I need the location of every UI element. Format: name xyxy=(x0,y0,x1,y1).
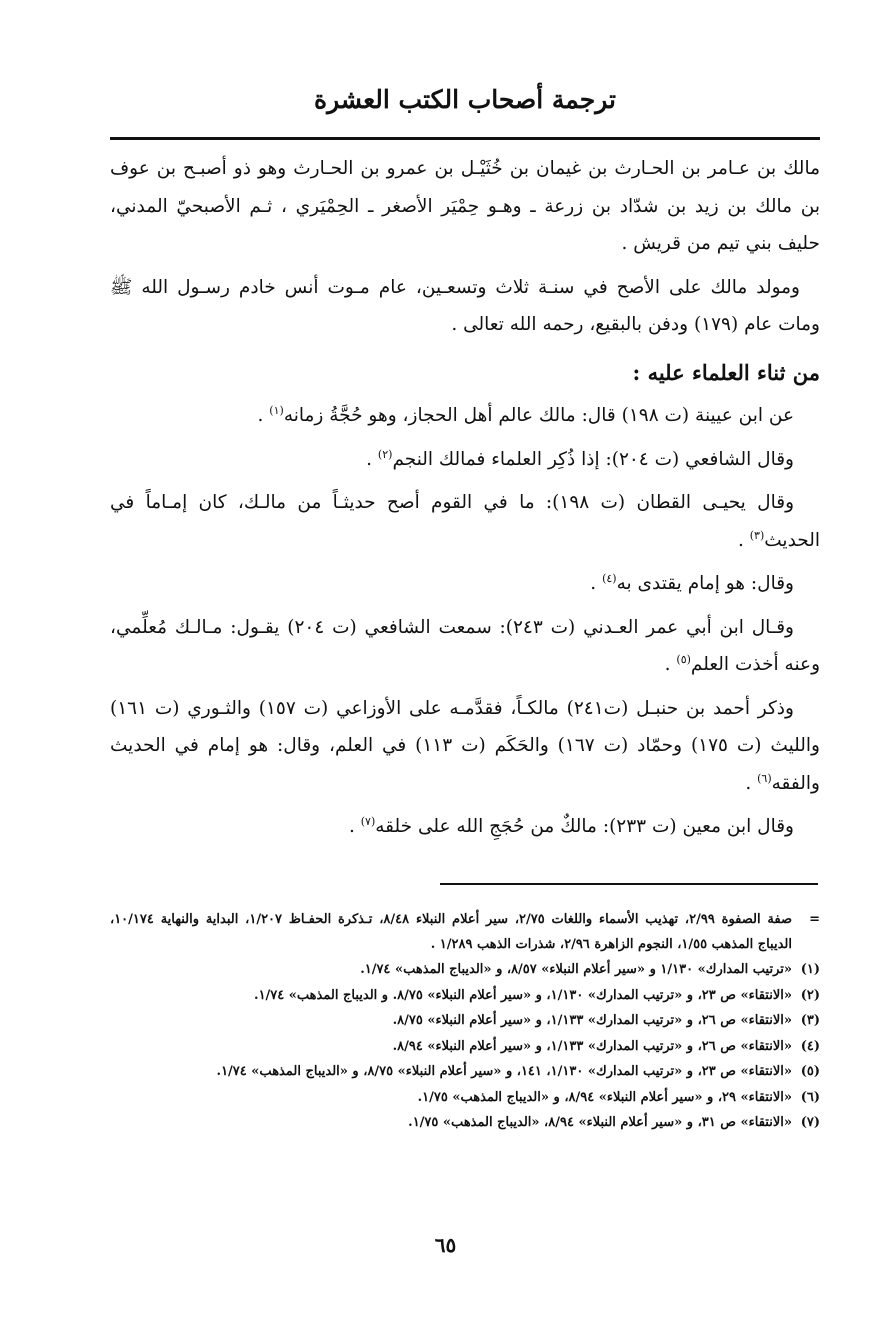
footnote-ref: (٧) xyxy=(360,814,376,828)
footnote-item xyxy=(110,1111,820,1136)
page-number: ٦٥ xyxy=(434,1233,457,1257)
footnote-ref: (٣) xyxy=(749,528,765,542)
footnote-marker: (١) xyxy=(800,962,820,977)
footnote-marker: (٢) xyxy=(800,987,820,1003)
footnote-item xyxy=(110,1060,820,1085)
footnote-marker: (٥) xyxy=(800,1064,820,1079)
footnote-item xyxy=(110,1086,820,1111)
footnote-text: «الانتقاء» ص ٢٣، و «ترتيب المدارك» ١/١٣٠، و «سير أعلام النبلاء» ٨/٧٥. و الديباج المذهب» ١/٧٤. xyxy=(254,987,792,1003)
quote-paragraph: وقال الشافعي (ت ٢٠٤): إذا ذُكِر العلماء فمالك النجم$^{(٢)}$ . xyxy=(366,447,794,470)
footnote-marker: (٤) xyxy=(800,1038,820,1054)
header-rule xyxy=(110,137,820,140)
quote-paragraph: عن ابن عيينة (ت ١٩٨) قال: مالك عالم أهل الحجاز، وهو حُجَّةُ زمانه$^{(١)}$ . xyxy=(257,403,794,426)
quote-paragraph: وقـال ابن أبي عمر العـدني (ت ٢٤٣): سمعت الشافعي (ت ٢٠٤) يقـول: مـالـك مُعلِّمي، وعنه أخذت العلم$^{(٥)}$ . xyxy=(110,616,820,675)
footnote-ref: (٥) xyxy=(676,652,691,666)
footnote-marker: = xyxy=(809,912,820,927)
quote-paragraph: وقال ابن معين (ت ٢٣٣): مالكٌ من حُجَجِ الله على خلقه$^{(٧)}$ . xyxy=(348,814,794,837)
footnote-separator xyxy=(440,883,818,885)
footnote-ref: (٤) xyxy=(602,571,617,585)
footnote-ref: (٢) xyxy=(377,447,393,461)
quote-paragraph: وذكر أحمد بن حنبـل (ت٢٤١) مالكـاً، فقدَّمـه على الأوزاعي (ت ١٥٧) والثـوري (ت ١٦١) والليث (ت ١٧٥) وحمّاد (ت ١٦٧) والحَكَم (ت ١١٣) في العلم، وقال: هو إمام في الحديث والفقه$^{(٦)}$ . xyxy=(110,697,820,794)
footnote-item xyxy=(110,984,820,1009)
running-header-title: ترجمة أصحاب الكتب العشرة xyxy=(314,85,616,114)
footnote-item xyxy=(110,1009,820,1034)
footnote-text: «ترتيب المدارك» ١/١٣٠ و «سير أعلام النبلاء» ٨/٥٧، و «الديباج المذهب» ١/٧٤. xyxy=(360,962,792,977)
footnote-marker: (٧) xyxy=(800,1115,820,1130)
biography-paragraph: مالك بن عـامر بن الحـارث بن غيمان بن خُثَيْـل بن عمرو بن الحـارث وهو ذو أصبـح بن عوف بن مالك بن زيد بن شدّاد بن زرعة ـ وهـو حِمْيَر الأصغر ـ الحِمْيَري ، ثـم الأصبحيّ المدني، حليف بني تيم من قريش . xyxy=(110,158,820,254)
footnote-text: «الانتقاء» ص ٣١، و «سير أعلام النبلاء» ٨/٩٤، «الديباج المذهب» ١/٧٥. xyxy=(408,1115,792,1130)
footnote-text: صفة الصفوة ٢/٩٩، تهذيب الأسماء واللغات ٢/٧٥، سير أعلام النبلاء ٨/٤٨، تـذكرة الحفـاظ ١/٢٠٧، البداية والنهاية ١٠/١٧٤، الديباج المذهب ١/٥٥، النجوم الزاهرة ٢/٩٦، شذرات الذهب ١/٢٨٩ . xyxy=(110,912,793,952)
birth-death-paragraph: ومولد مالك على الأصح في سنـة ثلاث وتسعـين، عام مـوت أنس خادم رسـول الله ﷺ ومات عام (١٧٩) ودفن بالبقيع، رحمه الله تعالى . xyxy=(110,276,820,335)
footnote-text: «الانتقاء» ص ٢٣، و «ترتيب المدارك» ١/١٣٠، ١٤١، و «سير أعلام النبلاء» ٨/٧٥، و «الديباج المذهب» ١/٧٤. xyxy=(216,1064,792,1079)
footnote-text: «الانتقاء» ص ٢٦، و «ترتيب المدارك» ١/١٣٣، و «سير أعلام النبلاء» ٨/٧٥. xyxy=(392,1013,792,1028)
quote-paragraph: وقال: هو إمام يقتدى به$^{(٤)}$ . xyxy=(590,571,794,594)
footnote-marker: (٣) xyxy=(800,1013,820,1028)
footnote-ref: (١) xyxy=(269,403,284,417)
footnote-item xyxy=(110,958,820,983)
footnote-ref: (٦) xyxy=(757,771,772,785)
main-text xyxy=(110,150,820,852)
footnote-continuation xyxy=(110,908,820,957)
footnotes xyxy=(110,908,820,1137)
footnote-item xyxy=(110,1035,820,1060)
footnote-text: «الانتقاء» ص ٢٦، و «ترتيب المدارك» ١/١٣٣، و «سير أعلام النبلاء» ٨/٩٤. xyxy=(392,1038,792,1054)
section-heading: من ثناء العلماء عليه : xyxy=(632,359,820,385)
footnote-text: «الانتقاء» ٢٩، و «سير أعلام النبلاء» ٨/٩٤، و «الديباج المذهب» ١/٧٥. xyxy=(417,1089,792,1105)
quote-paragraph: وقال يحيـى القطان (ت ١٩٨): ما في القوم أصح حديثـاً من مالـك، كان إمـاماً في الحديث$^{(٣)}$ . xyxy=(110,492,820,551)
footnote-marker: (٦) xyxy=(800,1089,820,1105)
